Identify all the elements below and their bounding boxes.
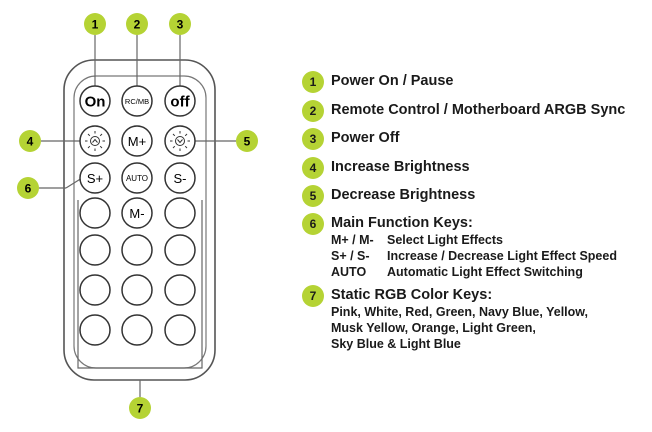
brightness-up-button[interactable] — [80, 126, 110, 156]
badge-4-text: 4 — [26, 134, 34, 149]
legend-title-5: Decrease Brightness — [331, 187, 476, 203]
function-key-name: S+ / S- — [331, 249, 370, 263]
badge-5-text: 5 — [243, 134, 251, 149]
legend-title-6: Main Function Keys: — [331, 215, 473, 231]
color-key-10[interactable] — [122, 315, 152, 345]
legend-badge-7: 7 — [302, 285, 324, 307]
color-key-1[interactable] — [80, 198, 110, 228]
badge-1-text: 1 — [91, 17, 99, 32]
mminus-button[interactable] — [122, 198, 152, 228]
legend-badge-4: 4 — [302, 157, 324, 179]
legend-badge-5: 5 — [302, 185, 324, 207]
legend-title-2: Remote Control / Motherboard ARGB Sync — [331, 102, 626, 118]
sminus-button-label: S- — [173, 171, 187, 186]
color-keys-line: Pink, White, Red, Green, Navy Blue, Yellow, — [331, 305, 589, 319]
sminus-button[interactable] — [165, 163, 195, 193]
splus-button[interactable] — [80, 163, 110, 193]
color-key-9[interactable] — [80, 315, 110, 345]
color-key-11[interactable] — [165, 315, 195, 345]
color-keys-line: Sky Blue & Light Blue — [331, 337, 461, 351]
mplus-button-label: M+ — [127, 134, 147, 149]
auto-button[interactable] — [122, 163, 152, 193]
auto-button-label: AUTO — [125, 174, 149, 183]
color-key-6[interactable] — [80, 275, 110, 305]
badge-3-text: 3 — [176, 17, 184, 32]
off-button[interactable] — [165, 86, 195, 116]
mplus-button[interactable] — [122, 126, 152, 156]
legend-title-4: Increase Brightness — [331, 159, 470, 175]
color-key-7[interactable] — [122, 275, 152, 305]
legend-title-7: Static RGB Color Keys: — [331, 287, 493, 303]
badge-7-text: 7 — [136, 401, 144, 416]
function-key-name: AUTO — [331, 265, 367, 279]
function-key-name: M+ / M- — [331, 233, 374, 247]
badge-6-text: 6 — [24, 181, 32, 196]
color-key-4[interactable] — [122, 235, 152, 265]
badge-2-text: 2 — [133, 17, 141, 32]
color-key-3[interactable] — [80, 235, 110, 265]
legend-badge-6: 6 — [302, 213, 324, 235]
function-key-desc: Increase / Decrease Light Effect Speed — [387, 249, 617, 263]
legend-badge-2: 2 — [302, 100, 324, 122]
rcmb-button-label: RC/MB — [124, 97, 150, 106]
legend-title-3: Power Off — [331, 130, 400, 146]
function-key-desc: Select Light Effects — [387, 233, 503, 247]
off-button-label: off — [170, 93, 190, 111]
function-key-desc: Automatic Light Effect Switching — [387, 265, 583, 279]
on-button-label: On — [84, 93, 106, 111]
on-button[interactable] — [80, 86, 110, 116]
rcmb-button[interactable] — [122, 86, 152, 116]
legend-title-1: Power On / Pause — [331, 73, 454, 89]
color-key-2[interactable] — [165, 198, 195, 228]
color-key-8[interactable] — [165, 275, 195, 305]
legend-badge-1: 1 — [302, 71, 324, 93]
color-keys-line: Musk Yellow, Orange, Light Green, — [331, 321, 536, 335]
brightness-down-button[interactable] — [165, 126, 195, 156]
color-key-5[interactable] — [165, 235, 195, 265]
legend-badge-3: 3 — [302, 128, 324, 150]
mminus-button-label: M- — [129, 206, 145, 221]
splus-button-label: S+ — [86, 171, 104, 186]
